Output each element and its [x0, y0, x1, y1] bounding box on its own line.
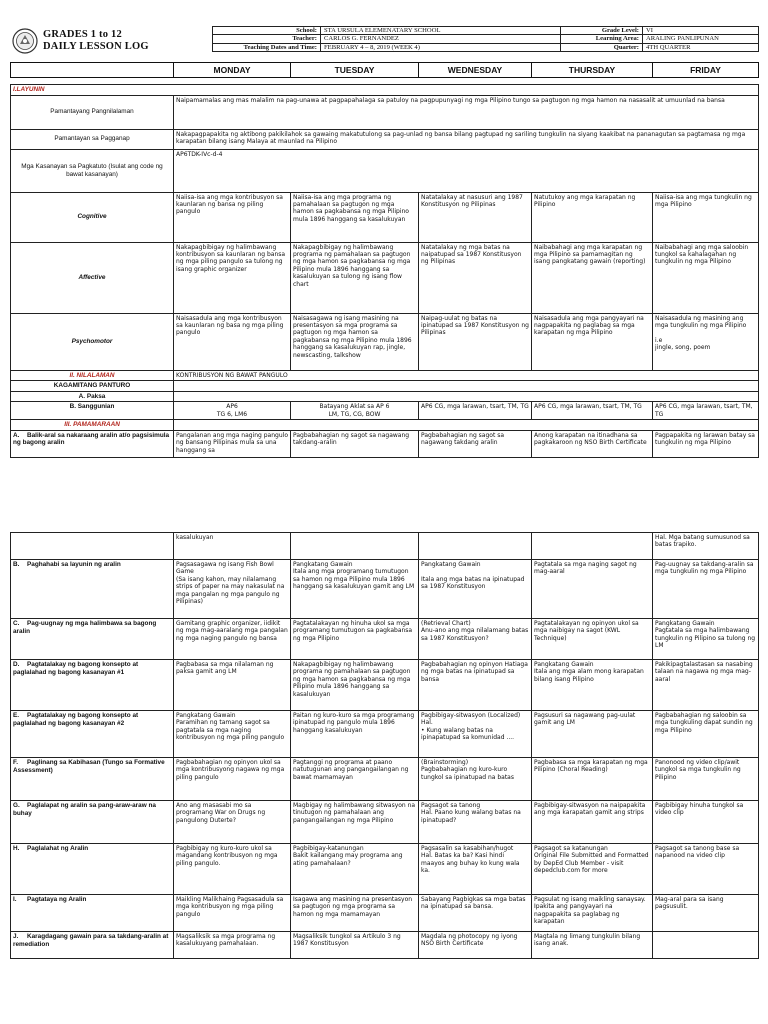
sanggunian-wednesday: AP6 CG, mga larawan, tsart, TM, TG	[419, 402, 532, 420]
procedure-row-paglinang	[11, 758, 759, 801]
procedure-row-pagtatalakay-1	[11, 660, 759, 711]
title-line-2: DAILY LESSON LOG	[43, 41, 149, 52]
paksa-label: A. Paksa	[11, 391, 174, 402]
paglalapat-num: G.	[13, 802, 20, 809]
teacher-name: CARLOS G. FERNANDEZ	[321, 35, 561, 43]
pagtataya-wednesday: Sabayang Pagbigkas sa mga batas na ipinatupad sa bansa.	[419, 895, 532, 932]
sanggunian-tuesday: Batayang Aklat sa AP 6 LM, TG, CG, BOW	[291, 402, 419, 420]
karagdagang-gawain-tuesday: Magsaliksik tungkol sa Artikulo 3 ng 1987 Konstitusyon	[291, 932, 419, 959]
paglalahat-label	[11, 844, 174, 895]
teaching-dates: FEBRUARY 4 – 8, 2019 (WEEK 4)	[321, 43, 561, 51]
balik-aral-monday: Pangalanan ang mga naging pangulo ng bansang Pilipinas mula sa una hanggang sa	[174, 430, 291, 457]
day-tuesday: TUESDAY	[291, 63, 419, 78]
pamantayang-label: Pamantayang Pangnilalaman	[11, 95, 174, 129]
pagtatalakay-1-label	[11, 660, 174, 711]
nilalaman-label: II. NILALAMAN	[11, 370, 174, 381]
pagtataya-num: I.	[13, 896, 17, 903]
procedure-row-paglalahat	[11, 844, 759, 895]
paglinang-friday: Panonood ng video clip/awit tungkol sa mga tungkulin ng Pilipino	[653, 758, 759, 801]
days-header	[10, 62, 759, 78]
pagtatalakay-2-friday: Pagbabahagian ng saloobin sa mga tungkuling dapat sundin ng mga Pilipino	[653, 711, 759, 758]
paghahabi-friday: Pag-uugnay sa takdang-aralin sa mga tungkulin ng mga Pilipino	[653, 560, 759, 619]
pamamaraan-label: III. PAMAMARAAN	[11, 420, 174, 431]
psychomotor-thursday: Naisasadula ang mga pangyayari na nagpapakita ng paglabag sa mga karapatan ng mga Pilipino	[532, 313, 653, 370]
day-thursday: THURSDAY	[532, 63, 653, 78]
pagtataya-tuesday: Isagawa ang masining na presentasyon sa pagtugon ng mga programa sa hamon ng mga mamamayan	[291, 895, 419, 932]
cognitive-monday: Naiisa-isa ang mga kontribusyon sa kaunlaran ng bansa ng piling pangulo	[174, 192, 291, 242]
pagtatalakay-1-thursday: Pangkatang Gawain Itala ang mga alam mong karapatan bilang isang Pilipino	[532, 660, 653, 711]
affective-wednesday: Natatalakay ng mga batas na naipatupad sa 1987 Konstitusyon ng Pilipinas	[419, 242, 532, 313]
cognitive-tuesday: Naiisa-isa ang mga programa ng pamahalaan sa pagtugon ng mga hamon sa pagkabansa ng mga Pilipino mula 1896 hanggang sa kasalukuyan	[291, 192, 419, 242]
karagdagang-gawain-thursday: Magtala ng limang tungkulin bilang isang anak.	[532, 932, 653, 959]
pagtatalakay-1-tuesday: Nakapagbibigay ng halimbawang programa ng pamahalaan sa pagtugon ng mga hamon sa pagkabansa ng mga Pilipino mula 1896 hanggang sa kasalukuyan	[291, 660, 419, 711]
paghahabi-text: Paghahabi sa layunin ng aralin	[27, 561, 121, 568]
paglinang-num: F.	[13, 759, 18, 766]
page-1	[10, 26, 758, 458]
affective-friday: Naibabahagi ang mga saloobin tungkol sa kahalagahan ng tungkulin ng mga Pilipino	[653, 242, 759, 313]
cognitive-friday: Naiisa-isa ang mga tungkulin ng mga Pilipino	[653, 192, 759, 242]
quarter-label: Quarter:	[561, 43, 643, 51]
continuation-label	[11, 533, 174, 560]
pagtatalakay-2-wednesday: Pagbibigay-sitwasyon (Localized) Hal. • Kung walang batas na ipinapatupad sa komunidad ....	[419, 711, 532, 758]
title-line-1: GRADES 1 to 12	[43, 29, 122, 40]
day-blank	[11, 63, 174, 78]
paglalapat-monday: Ano ang masasabi mo sa programang War on Drugs ng pangulong Duterte?	[174, 801, 291, 844]
procedure-rows	[11, 560, 759, 959]
kagamitan-cell	[174, 381, 759, 392]
pagtatalakay-2-thursday: Pagsusuri sa nagawang pag-uulat gamit ang LM	[532, 711, 653, 758]
kasanayan-code: AP6TDK-IVc-d-4	[174, 149, 759, 192]
day-friday: FRIDAY	[653, 63, 759, 78]
paglinang-wednesday: (Brainstorming) Pagbabahagian ng kuro-kuro tungkol sa ipinatupad na batas	[419, 758, 532, 801]
balik-aral-label	[11, 430, 174, 457]
paghahabi-thursday: Pagtatala sa mga naging sagot ng mag-aaral	[532, 560, 653, 619]
pamantayang-text: Naipamamalas ang mas malalim na pag-unawa at pagpapahalaga sa patuloy na pagpupunyagi ng mga Pilipino tungo sa pagtugon ng mga hamon na nasasalit at umuunlad na bansa	[174, 95, 759, 129]
header-title	[43, 29, 149, 53]
paglalahat-num: H.	[13, 845, 20, 852]
pagganap-label: Pamantayan sa Pagganap	[11, 129, 174, 149]
balik-aral-friday: Pagpapakita ng larawan batay sa tungkulin ng mga Pilipino	[653, 430, 759, 457]
sanggunian-thursday: AP6 CG, mga larawan, tsart, TM, TG	[532, 402, 653, 420]
karagdagang-gawain-num: J.	[13, 933, 19, 940]
psychomotor-label: Psychomotor	[11, 313, 174, 370]
sanggunian-friday: AP6 CG, mga larawan, tsart, TM, TG	[653, 402, 759, 420]
pagtataya-monday: Maikling Malikhaing Pagsasadula sa mga kontribusyon ng mga piling pangulo	[174, 895, 291, 932]
karagdagang-gawain-wednesday: Magdala ng photocopy ng iyong NSO Birth Certificate	[419, 932, 532, 959]
grade-level-label: Grade Level:	[561, 27, 643, 35]
karagdagang-gawain-label	[11, 932, 174, 959]
paglalahat-monday: Pagbibigay ng kuro-kuro ukol sa magandang kontribusyon ng mga piling pangulo.	[174, 844, 291, 895]
cognitive-label: Cognitive	[11, 192, 174, 242]
section-layunin: I.LAYUNIN	[11, 85, 759, 96]
cognitive-thursday: Natutukoy ang mga karapatan ng Pilipino	[532, 192, 653, 242]
paglalahat-wednesday: Pagsasalin sa kasabihan/hugot Hal. Batas ka ba? Kasi hindi maayos ang buhay ko kung wala ka.	[419, 844, 532, 895]
paglalapat-friday: Pagbibigay hinuha tungkol sa video clip	[653, 801, 759, 844]
lesson-table-page-1	[10, 84, 759, 458]
paghahabi-num: B.	[13, 561, 20, 568]
quarter: 4TH QUARTER	[643, 43, 759, 51]
school-name: STA URSULA ELEMENATARY SCHOOL	[321, 27, 561, 35]
school-info-table	[212, 26, 759, 52]
affective-monday: Nakapagbibigay ng halimbawang kontribusyon sa kaunlaran ng bansa ng mga piling pangulo sa tulong ng isang graphic organizer	[174, 242, 291, 313]
karagdagang-gawain-monday: Magsaliksik sa mga programa ng kasalukuyang pamahalaan.	[174, 932, 291, 959]
balik-aral-num: A.	[13, 431, 20, 439]
procedure-row-paglalapat	[11, 801, 759, 844]
school-label: School:	[213, 27, 321, 35]
balik-aral-thursday: Anong karapatan na itinadhana sa pagkakaroon ng NSO Birth Certificate	[532, 430, 653, 457]
paglalapat-wednesday: Pagsagot sa tanong Hal. Paano kung walang batas na ipinatupad?	[419, 801, 532, 844]
psychomotor-monday: Naisasadula ang mga kontribusyon sa kaunlaran ng basa ng mga piling pangulo	[174, 313, 291, 370]
pagtataya-thursday: Pagsulat ng isang maikling sanaysay. Ipakita ang pangyayari na nagpapakita sa paglabag ng karapatan	[532, 895, 653, 932]
balik-aral-text: Balik-aral sa nakaraang aralin at/o pagsisimula ng bagong aralin	[13, 431, 170, 447]
continuation-tuesday	[291, 533, 419, 560]
paksa-cell	[174, 391, 759, 402]
procedure-row-paghahabi	[11, 560, 759, 619]
pagtatalakay-2-text: Pagtatalakay ng bagong konsepto at paglalahad ng bagong kasanayan #2	[13, 712, 139, 727]
paglalahat-text: Paglalahat ng Aralin	[27, 845, 89, 852]
pagtatalakay-1-text: Pagtatalakay ng bagong konsepto at paglalahad ng bagong kasanayan #1	[13, 661, 139, 676]
nilalaman-text: KONTRIBUSYON NG BAWAT PANGULO	[174, 370, 759, 381]
pamamaraan-cell	[174, 420, 759, 431]
paglalapat-thursday: Pagbibigay-sitwasyon na naipapakita ang mga karapatan gamit ang strips	[532, 801, 653, 844]
paglalapat-text: Paglalapat ng aralin sa pang-araw-araw na buhay	[13, 802, 156, 817]
psychomotor-wednesday: Naipag-uulat ng batas na ipinatupad sa 1987 Konstitusyon ng Pilipinas	[419, 313, 532, 370]
pag-uugnay-label	[11, 619, 174, 660]
pagganap-text: Nakapagpapakita ng aktibong pakikilahok sa gawaing makatutulong sa pag-unlad ng bansa bilang pagtupad ng sariling tungkulin na siyang kaakibat na pananagutan sa pagtamasa ng mga karapatan bilang isang Malaya at maunlad na Pilipino	[174, 129, 759, 149]
pag-uugnay-num: C.	[13, 620, 20, 627]
paghahabi-label	[11, 560, 174, 619]
affective-label: Affective	[11, 242, 174, 313]
procedure-row-pagtatalakay-2	[11, 711, 759, 758]
karagdagang-gawain-text: Karagdagang gawain para sa takdang-aralin at remediation	[13, 933, 169, 948]
pagtatalakay-1-wednesday: Pagbabahagian ng opinyon Hatiaga ng mga batas na ipinatupad sa bansa	[419, 660, 532, 711]
psychomotor-friday: Naisasadula ng masining ang mga tungkulin ng mga Pilipino i.e jingle, song, poem	[653, 313, 759, 370]
continuation-wednesday	[419, 533, 532, 560]
paglalahat-thursday: Pagsagot sa katanungan Original File Submitted and Formatted by DepEd Club Member - visit depedclub.com for more	[532, 844, 653, 895]
pagtatalakay-2-monday: Pangkatang Gawain Paramihan ng tamang sagot sa pagtatala sa mga naging kontribusyon ng mga piling pangulo	[174, 711, 291, 758]
pagtatalakay-1-monday: Pagbabasa sa mga nilalaman ng paksa gamit ang LM	[174, 660, 291, 711]
affective-thursday: Naibabahagi ang mga karapatan ng mga Pilipino sa pamamagitan ng isang pangkatang gawain (reporting)	[532, 242, 653, 313]
learning-area-label: Learning Area:	[561, 35, 643, 43]
pag-uugnay-thursday: Pagtatalakayan ng opinyon ukol sa mga naibigay na sagot (KWL Technique)	[532, 619, 653, 660]
procedure-row-karagdagang-gawain	[11, 932, 759, 959]
affective-tuesday: Nakapagbibigay ng halimbawang programa ng pamahalaan sa pagtugon ng mga hamon sa pagkabansa ng mga Pilipino mula 1896 hanggang sa kasalukuyan sa tulong ng isang flow chart	[291, 242, 419, 313]
procedure-row-pagtataya	[11, 895, 759, 932]
document-header	[10, 26, 758, 56]
pag-uugnay-monday: Gamitang graphic organizer, iidikit ng mga mag-aaralang mga pangalan ng mga naging pangulo ng bansa	[174, 619, 291, 660]
karagdagang-gawain-friday	[653, 932, 759, 959]
grade-level: VI	[643, 27, 759, 35]
learning-area: ARALING PANLIPUNAN	[643, 35, 759, 43]
continuation-monday: kasalukuyan	[174, 533, 291, 560]
continuation-friday: Hal. Mga batang sumusunod sa batas trapiko.	[653, 533, 759, 560]
paglalapat-tuesday: Magbigay ng halimbawang sitwasyon na tinutugon ng pamahalaan ang pangangailangan ng mga Pilipino	[291, 801, 419, 844]
continuation-thursday	[532, 533, 653, 560]
paglinang-label	[11, 758, 174, 801]
pagtatalakay-2-tuesday: Paitan ng kuro-kuro sa mga programang ipinatupad ng pangulo mula 1896 hanggang kasalukuyan	[291, 711, 419, 758]
pagtatalakay-2-label	[11, 711, 174, 758]
paglinang-tuesday: Pagtanggi ng programa at paano natutugunan ang pangangailangan ng bawat mamamayan	[291, 758, 419, 801]
pagtatalakay-2-num: E.	[13, 712, 20, 719]
cognitive-wednesday: Natatalakay at nasusuri ang 1987 Konstitusyon ng Pilipinas	[419, 192, 532, 242]
teacher-label: Teacher:	[213, 35, 321, 43]
pag-uugnay-tuesday: Pagtatalakayan ng hinuha ukol sa mga programang tumutugon sa pagkabansa ng mga Pilipino	[291, 619, 419, 660]
balik-aral-wednesday: Pagbabahagian ng sagot sa nagawang takdang aralin	[419, 430, 532, 457]
pagtatalakay-1-friday: Pakikipagtalastasan sa nasabing talaan na nagawa ng mga mag-aaral	[653, 660, 759, 711]
pag-uugnay-friday: Pangkatang Gawain Pagtatala sa mga halimbawang tungkulin ng Pilipino sa tulong ng LM	[653, 619, 759, 660]
balik-aral-tuesday: Pagbabahagian ng sagot sa nagawang takdang-aralin	[291, 430, 419, 457]
paglinang-text: Paglinang sa Kabihasan (Tungo sa Formative Assessment)	[13, 759, 165, 774]
day-monday: MONDAY	[174, 63, 291, 78]
procedure-row-pag-uugnay	[11, 619, 759, 660]
kagamitan-label: KAGAMITANG PANTURO	[11, 381, 174, 392]
pag-uugnay-wednesday: (Retrieval Chart) Anu-ano ang mga nilalamang batas sa 1987 Konstitusyon?	[419, 619, 532, 660]
pagtataya-text: Pagtataya ng Aralin	[27, 896, 87, 903]
paglalahat-tuesday: Pagbibigay-katanungan Bakit kailangang may programa ang ating pamahalaan?	[291, 844, 419, 895]
deped-seal-icon	[12, 28, 38, 54]
pagtataya-label	[11, 895, 174, 932]
paghahabi-tuesday: Pangkatang Gawain Itala ang mga programang tumutugon sa hamon ng mga Pilipino mula 1896 hanggang sa kasalukuyan gamit ang LM	[291, 560, 419, 619]
paghahabi-monday: Pagsasagawa ng isang Fish Bowl Game (Sa isang kahon, may nilalamang strips of paper na may nakasulat na mga pangalan ng mga pangulo ng Pilipinas)	[174, 560, 291, 619]
sanggunian-monday: AP6 TG 6, LM6	[174, 402, 291, 420]
pag-uugnay-text: Pag-uugnay ng mga halimbawa sa bagong aralin	[13, 620, 157, 635]
psychomotor-tuesday: Naisasagawa ng isang masining na presentasyon sa mga programa sa pagtugon ng mga hamon sa pagkabansa ng mga Pilipino mula 1896 hanggang sa kasalukuyan rap, jingle, newscasting, talkshow	[291, 313, 419, 370]
paghahabi-wednesday: Pangkatang Gawain Itala ang mga batas na ipinatupad sa 1987 Konstitusyon	[419, 560, 532, 619]
paglalapat-label	[11, 801, 174, 844]
lesson-table-page-2	[10, 532, 759, 959]
paglinang-monday: Pagbabahagian ng opinyon ukol sa mga kontribusyong nagawa ng mga piling pangulo	[174, 758, 291, 801]
dates-label: Teaching Dates and Time:	[213, 43, 321, 51]
kasanayan-label: Mga Kasanayan sa Pagkatuto (Isulat ang code ng bawat kasanayan)	[11, 149, 174, 192]
pagtatalakay-1-num: D.	[13, 661, 20, 668]
page-2	[10, 532, 758, 959]
pagtataya-friday: Mag-aral para sa isang pagsusulit.	[653, 895, 759, 932]
paglalahat-friday: Pagsagot sa tanong base sa napanood na video clip	[653, 844, 759, 895]
sanggunian-label: B. Sanggunian	[11, 402, 174, 420]
paglinang-thursday: Pagbabasa sa mga karapatan ng mga Pilipino (Choral Reading)	[532, 758, 653, 801]
day-wednesday: WEDNESDAY	[419, 63, 532, 78]
